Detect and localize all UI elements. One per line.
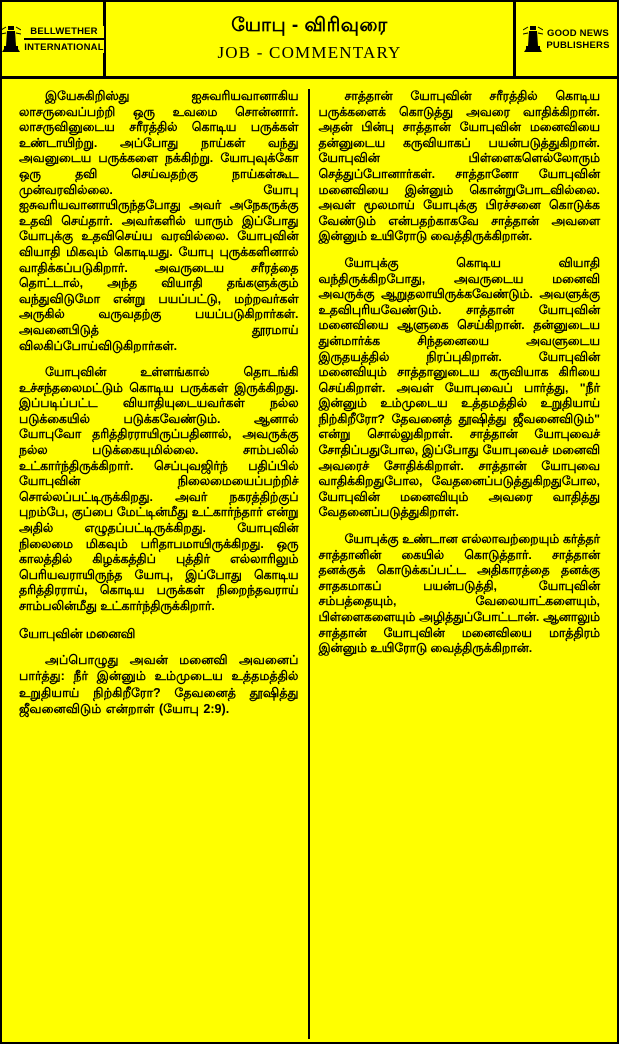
body-paragraph: யோபுக்கு கொடிய வியாதி வந்திருக்கிறபோது, அவருடைய மனைவி அவருக்கு ஆறுதலாயிருக்கவேண்டும். அவளுக்கு உதவிபுரியவேண்டும். சாத்தான் யோபுவின் மனைவியை ஆளுகை செய்கிறான். தன்னுடைய துன்மார்க்க சிந்தனையை அவளுடைய இருதயத்தில் நிரப்புகிறான். யோபுவின் மனைவியும் சாத்தானுடைய கருவியாக கிரியை செய்கிறாள். அவள் யோபுவைப் பார்த்து, "நீர் இன்னும் உம்முடைய உத்தமத்தில் உறுதியாய் நிற்கிறீரோ? தேவனைத் தூஷித்து ஜீவனைவிடும்" என்று சொல்லுகிறாள். சாத்தான் யோபுவைச் சோதிப்பதுபோல, இப்போது யோபுவைச் மனைவி அவரைச் சோதிக்கிறாள். சாத்தான் யோபுவை வாதிக்கிறதுபோல, வேதனைப்படுத்துகிறதுபோல, யோபுவின் மனைவியும் அவரை வாதித்து வேதனைப்படுத்துகிறாள். — [318, 255, 600, 520]
page-title-english: JOB - COMMENTARY — [217, 43, 402, 62]
good-news-logo-line1: GOOD NEWS — [547, 27, 609, 39]
lighthouse-icon — [1, 24, 21, 54]
page-body — [2, 79, 617, 1044]
good-news-logo-line2: PUBLISHERS — [546, 39, 610, 51]
right-column — [310, 89, 610, 1039]
left-column — [10, 89, 310, 1039]
page-header — [2, 2, 617, 79]
good-news-logo-text — [546, 28, 609, 51]
bellwether-logo-line2: INTERNATIONAL — [24, 41, 104, 53]
bellwether-logo-line1: BELLWETHER — [24, 26, 103, 40]
body-paragraph: யோபுவின் உள்ளங்கால் தொடங்கி உச்சந்தலைமட்டும் கொடிய பருக்கள் இருக்கிறது. இப்படிப்பட்ட வியாதியுடையவர்கள் நல்ல படுக்கையில் படுக்கவேண்டும். ஆனால் யோபுவோ தரித்திரராயிருப்பதினால், அவருக்கு நல்ல படுக்கையுமில்லை. சாம்பலில் உட்கார்ந்திருக்கிறார். செப்புவஜிர்ந் பதிப்பில் யோபுவின் நிலைமையைப்பற்றிச் சொல்லப்பட்டிருக்கிறது. அவர் நகரத்திற்குப் புறம்பே, குப்பை மேட்டின்மீது உட்கார்ந்தார் என்று அதில் எழுதப்பட்டிருக்கிறது. யோபுவின் நிலைமை மிகவும் பரிதாபமாயிருக்கிறது. ஒரு காலத்தில் கிழக்கத்திப் புத்திர் எல்லாரிலும் பெரியவராயிருந்த யோபு, இப்போது கொடிய தரித்திரராய், கொடிய பருக்கள் நிறைந்தவராய் சாம்பலின்மீது உட்கார்ந்திருக்கிறார். — [19, 365, 299, 613]
logo-row-left — [2, 24, 103, 54]
scripture-verse: அப்பொழுது அவன் மனைவி அவனைப் பார்த்து: நீர் இன்னும் உம்முடைய உத்தமத்தில் உறுதியாய் நிற்கிறீரோ? தேவனைத் தூஷித்து ஜீவனைவிடும் என்றாள் (யோபு 2:9). — [19, 652, 299, 717]
good-news-publishers-logo — [513, 2, 617, 76]
body-paragraph: சாத்தான் யோபுவின் சரீரத்தில் கொடிய பருக்களைக் கொடுத்து அவரை வாதிக்கிறான். அதன் பின்பு சாத்தான் யோபுவின் மனைவியை தன்னுடைய கருவியாகப் பயன்படுத்துகிறான். யோபுவின் பிள்ளைகளெல்லோரும் செத்துப்போனார்கள். சாத்தானோ யோபுவின் மனைவியை இன்னும் கொன்றுபோடவில்லை. அவள் மூலமாய் யோபுக்கு பிரச்சனை கொடுக்க வேண்டும் என்பதற்காகவே சாத்தான் அவளை இன்னும் உயிரோடு வைத்திருக்கிறான். — [318, 89, 600, 244]
bellwether-international-logo — [2, 2, 106, 76]
logo-row-right — [516, 24, 617, 54]
page-title-tamil: யோபு - விரிவுரை — [231, 15, 388, 36]
section-subheading: யோபுவின் மனைவி — [19, 625, 136, 641]
body-paragraph: யோபுக்கு உண்டான எல்லாவற்றையும் கர்த்தர் சாத்தானின் கையில் கொடுத்தார். சாத்தான் தனக்குக் கொடுக்கப்பட்ட அதிகாரத்தை தனக்கு சாதகமாகப் பயன்படுத்தி, யோபுவின் சம்பத்தையும், வேலையாட்களையும், பிள்ளைகளையும் அழித்துப்போட்டான். ஆனாலும் சாத்தான் யோபுவின் மனைவியை மாத்திரம் இன்னும் உயிரோடு வைத்திருக்கிறான். — [318, 532, 600, 656]
body-paragraph: இயேசுகிறிஸ்து ஐசுவரியவானாகிய லாசருவைப்பற்றி ஒரு உவமை சொன்னார். லாசருவினுடைய சரீரத்தில் கொடிய பருக்கள் உண்டாயிற்று. அப்போது நாய்கள் வந்து அவனுடைய பருக்களை நக்கிற்று. யோபுவுக்கோ ஒரு தவி செய்வதற்கு நாய்கள்கூட முன்வரவில்லை. யோபு ஐசுவரியவானாயிருந்தபோது அவர் அநேகருக்கு உதவி செய்தார். அவர்களில் யாரும் இப்போது யோபுக்கு உதவிசெய்ய வரவில்லை. யோபுவின் வியாதி மிகவும் கொடியது. யோபு புருக்களினால் வாதிக்கப்படுகிறார். அவருடைய சரீரத்தை தொட்டால், அந்த வியாதி தங்களுக்கும் வந்துவிடுமோ என்று பயப்பட்டு, மற்றவர்கள் அருகில் வருவதற்கு பயப்படுகிறார்கள். அவனைபிடுத் தூரமாய் விலகிப்போய்விடுகிறார்கள். — [19, 89, 299, 353]
lighthouse-icon — [523, 24, 543, 54]
bellwether-logo-text — [24, 26, 103, 53]
title-area — [106, 2, 513, 76]
